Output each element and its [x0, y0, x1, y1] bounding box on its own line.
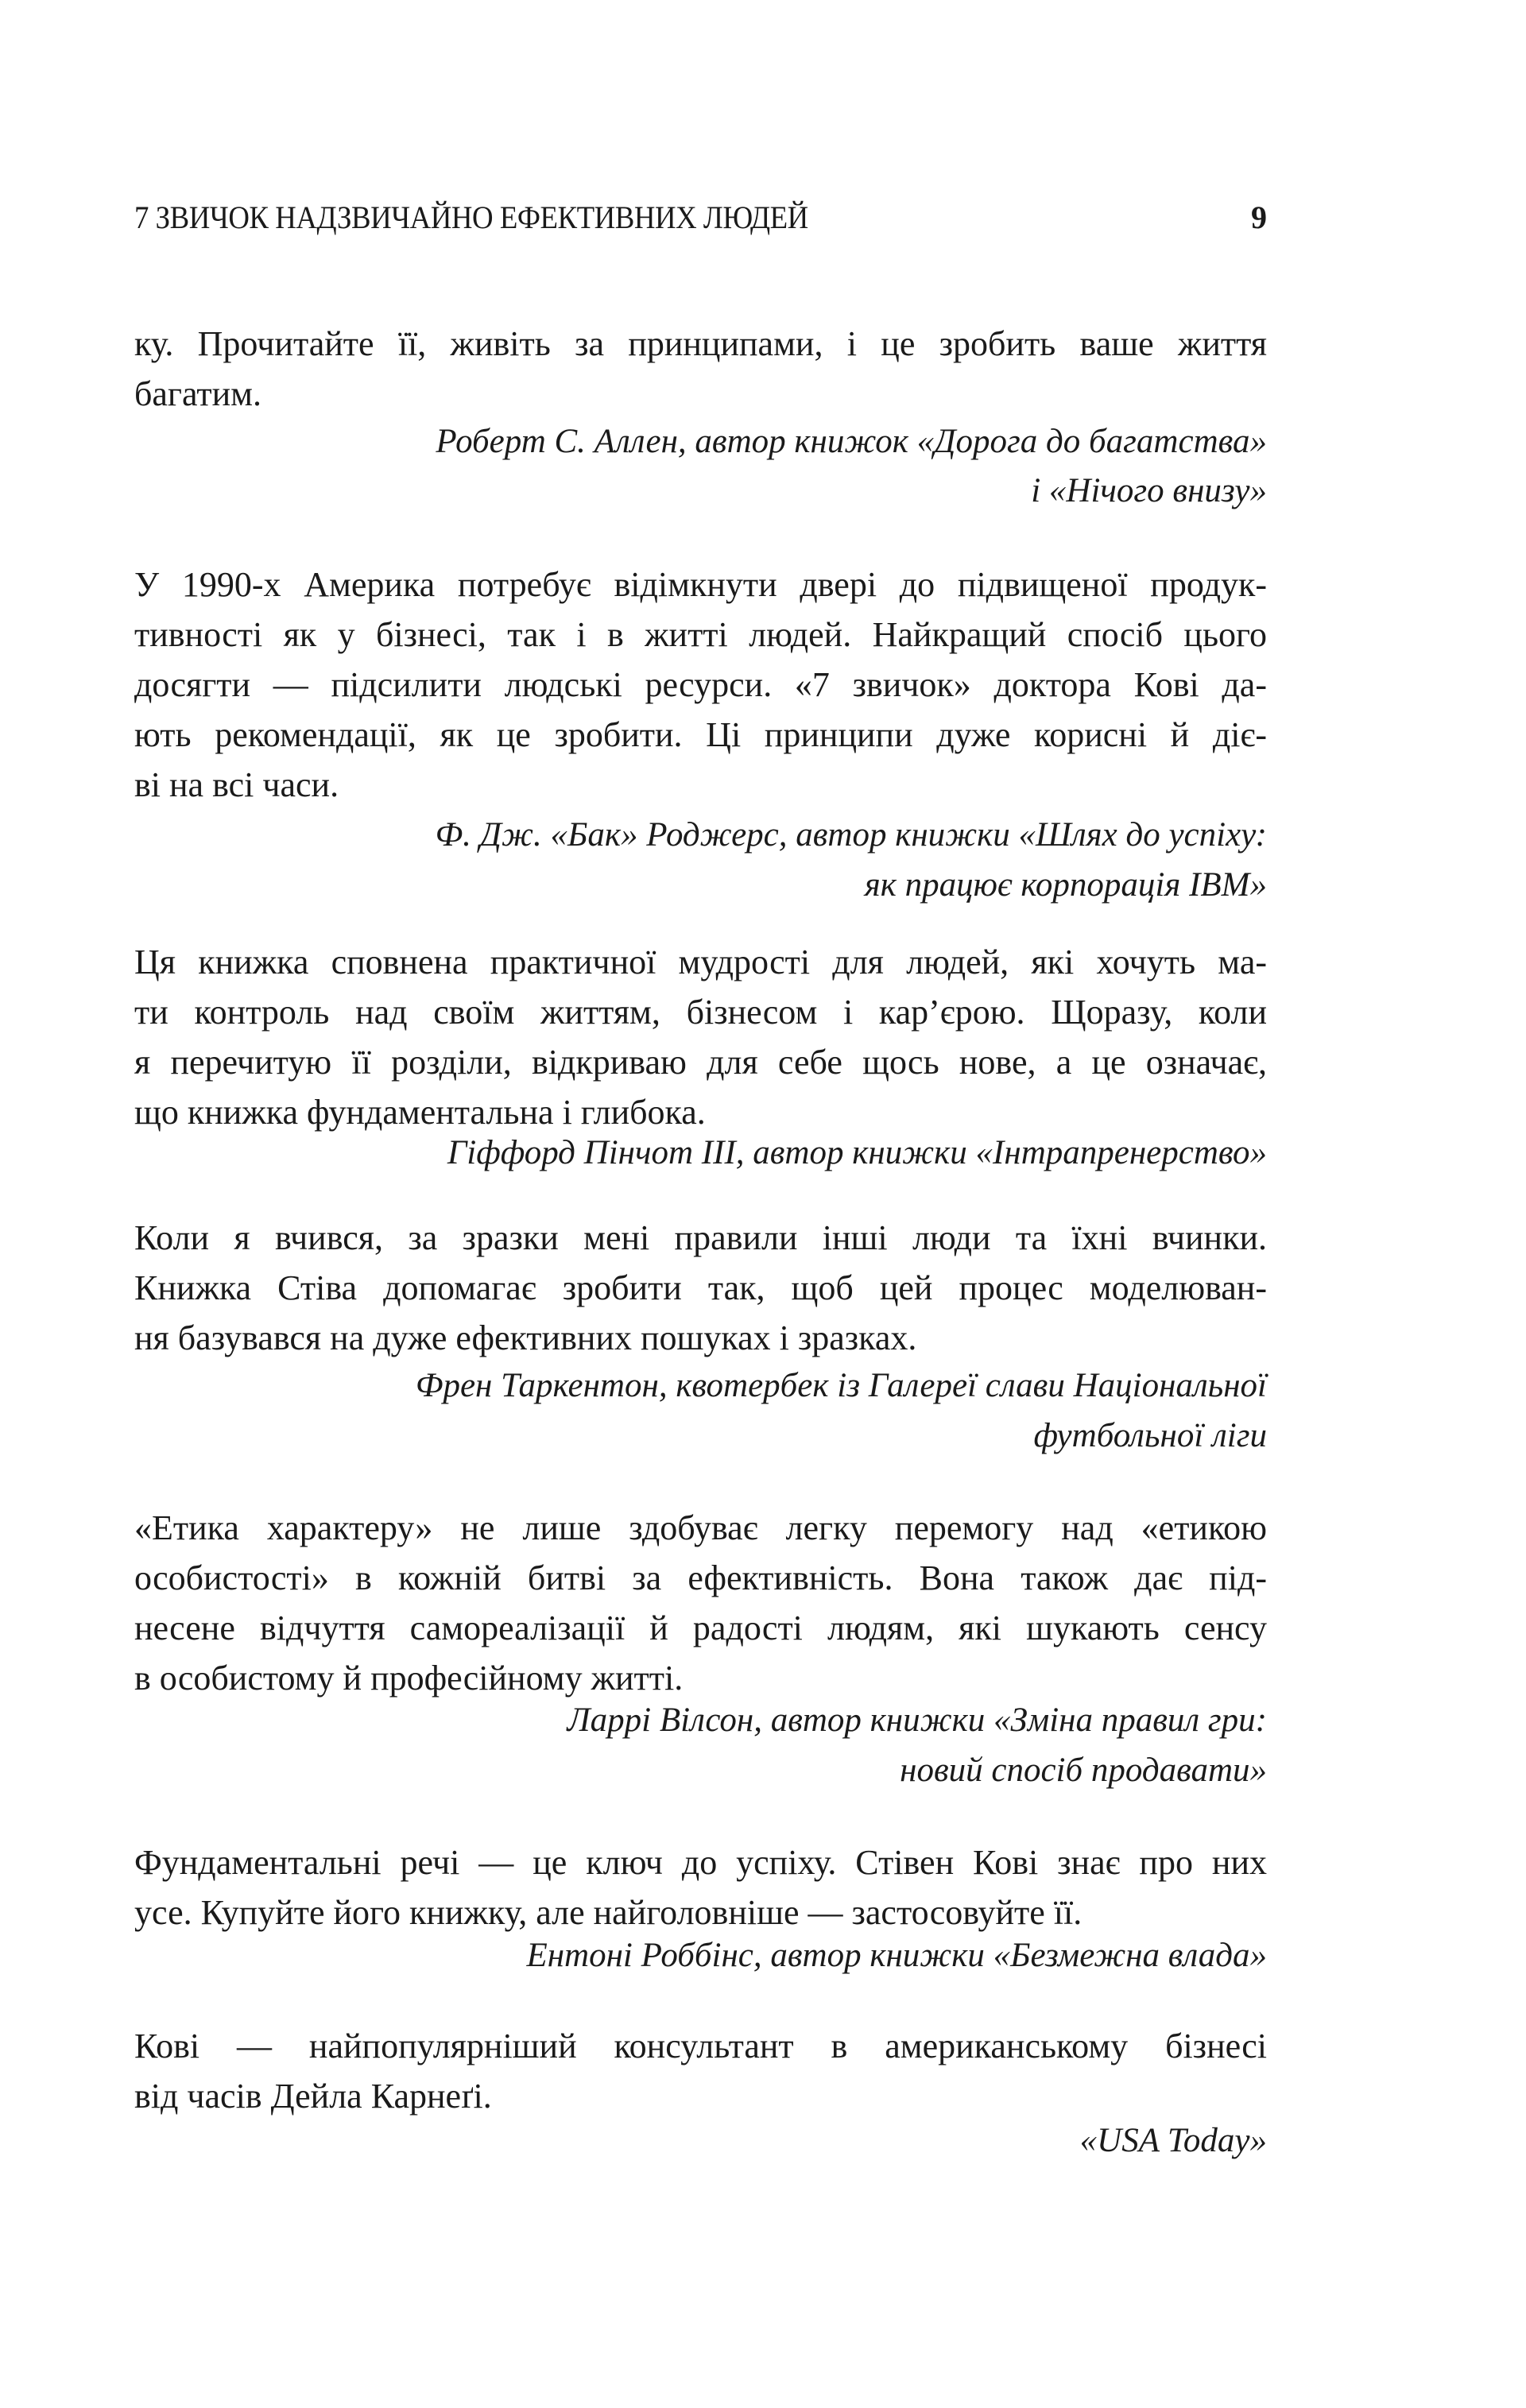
quote-attribution: як працює корпорація IBM»: [864, 866, 1267, 904]
quote-line: Кові — найпопулярніший консультант в американському бізнесі: [134, 2027, 1267, 2065]
quote-line: особистості» в кожній битві за ефективність. Вона також дає під-: [134, 1558, 1267, 1597]
quote-attribution: новий спосіб продавати»: [900, 1752, 1267, 1789]
quote-line: «Етика характеру» не лише здобуває легку перемогу над «етикою: [134, 1508, 1267, 1547]
quote-attribution: Гіффорд Пінчот III, автор книжки «Інтрапренерство»: [447, 1134, 1267, 1171]
quote-line: Коли я вчився, за зразки мені правили інші люди та їхні вчинки.: [134, 1218, 1267, 1257]
quote-line: несене відчуття самореалізації й радості людям, які шукають сенсу: [134, 1609, 1267, 1647]
quote-line: У 1990-х Америка потребує відімкнути двері до підвищеної продук-: [134, 565, 1267, 604]
quote-line: усе. Купуйте його книжку, але найголовніше — застосовуйте її.: [134, 1893, 1083, 1932]
quote-attribution: Ентоні Роббінс, автор книжки «Безмежна влада»: [526, 1937, 1267, 1974]
quote-line: Книжка Стіва допомагає зробити так, щоб цей процес моделюван-: [134, 1268, 1267, 1307]
quote-line: тивності як у бізнесі, так і в житті людей. Найкращий спосіб цього: [134, 615, 1267, 654]
running-header: 7 ЗВИЧОК НАДЗВИЧАЙНО ЕФЕКТИВНИХ ЛЮДЕЙ: [134, 199, 808, 235]
quote-line: ня базувався на дуже ефективних пошуках і зразках.: [134, 1318, 917, 1357]
quote-line: досягти — підсилити людські ресурси. «7 звичок» доктора Кові да-: [134, 665, 1267, 704]
quote-line: ку. Прочитайте її, живіть за принципами, і це зробить ваше життя: [134, 324, 1267, 363]
quote-line: в особистому й професійному житті.: [134, 1659, 684, 1698]
quote-line: багатим.: [134, 374, 261, 413]
quote-attribution: Ларрі Вілсон, автор книжки «Зміна правил гри:: [567, 1701, 1267, 1739]
quote-line: ють рекомендації, як це зробити. Ці принципи дуже корисні й діє-: [134, 715, 1267, 754]
page-number: 9: [1251, 199, 1267, 235]
quote-line: ві на всі часи.: [134, 765, 339, 804]
quote-line: Ця книжка сповнена практичної мудрості для людей, які хочуть ма-: [134, 943, 1267, 981]
quote-line: ти контроль над своїм життям, бізнесом і кар’єрою. Щоразу, коли: [134, 993, 1267, 1032]
quote-attribution: Роберт С. Аллен, автор книжок «Дорога до багатства»: [436, 423, 1267, 460]
quote-line: від часів Дейла Карнеґі.: [134, 2077, 492, 2116]
quote-line: що книжка фундаментальна і глибока.: [134, 1093, 706, 1132]
quote-attribution: і «Нічого внизу»: [1031, 472, 1267, 509]
quote-attribution: Ф. Дж. «Бак» Роджерс, автор книжки «Шлях до успіху:: [435, 816, 1267, 854]
quote-attribution: «USA Today»: [1079, 2122, 1267, 2159]
quote-line: я перечитую її розділи, відкриваю для себе щось нове, а це означає,: [134, 1043, 1267, 1082]
quote-line: Фундаментальні речі — це ключ до успіху. Стівен Кові знає про них: [134, 1843, 1267, 1882]
quote-attribution: футбольної ліги: [1033, 1417, 1267, 1454]
quote-attribution: Френ Таркентон, квотербек із Галереї слави Національної: [415, 1367, 1267, 1404]
